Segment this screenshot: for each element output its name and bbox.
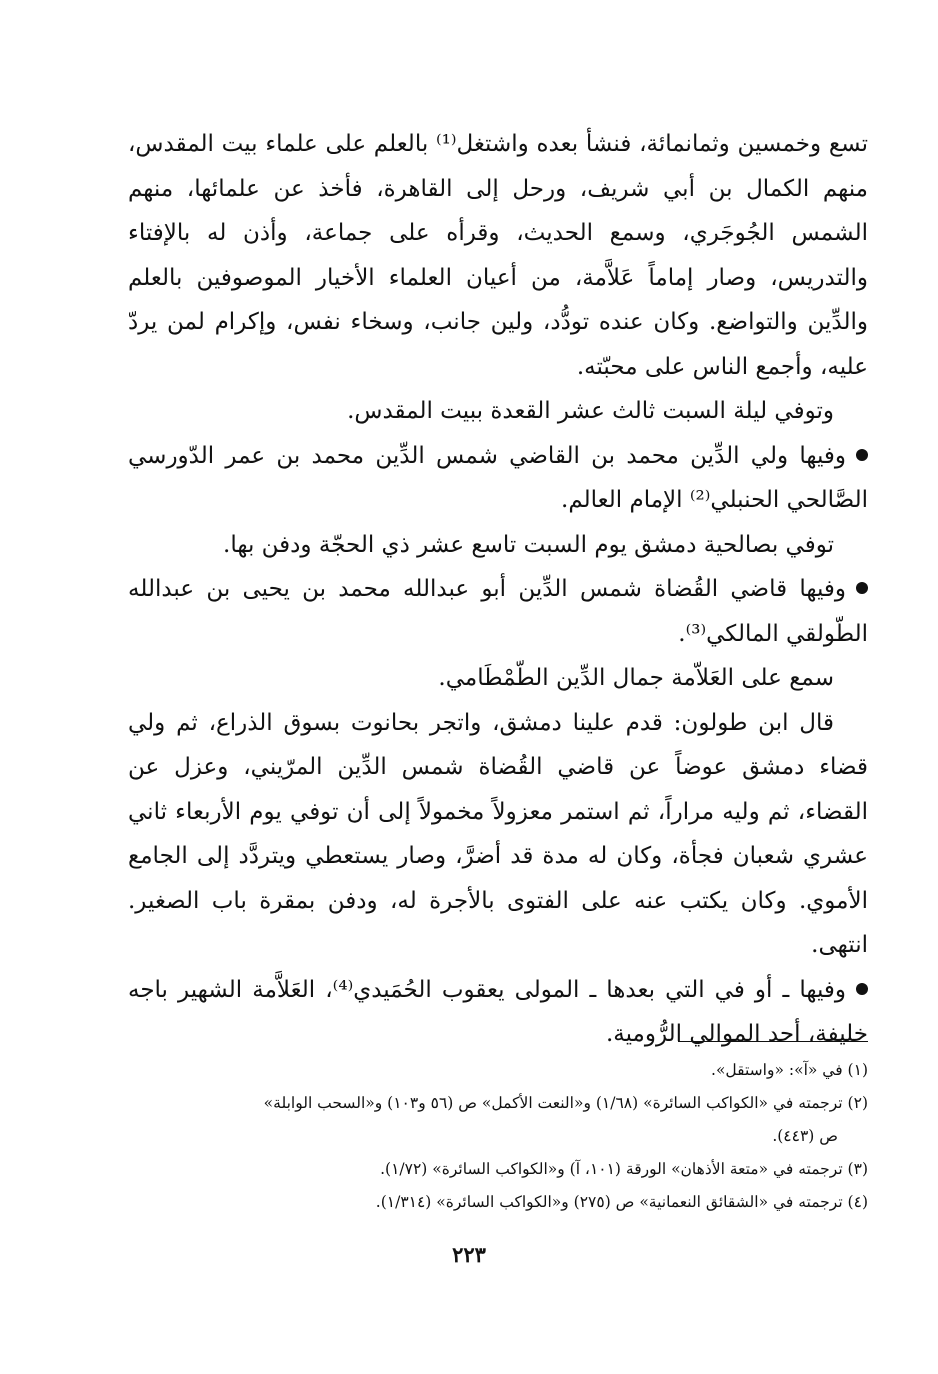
bullet-icon [856,449,868,461]
page-number: ٢٢٣ [452,1242,486,1267]
bullet-icon [856,983,868,995]
paragraph-death-note [128,389,868,434]
paragraph-text: قال ابن طولون: قدم علينا دمشق، واتجر بحانوت بسوق الذراع، ثم ولي قضاء دمشق عوضاً عن قاضي القُضاة شمس الدِّين المرّيني، وعزل عن القضاء، ثم وليه مراراً، ثم استمر معزولاً مخمولاً إلى أن توفي يوم الأربعاء ثاني عشري شعبان فجأة، وكان له مدة قد أضرَّ، وصار يستعطي ويتردَّد إلى الجامع الأموي. وكان يكتب عنه على الفتوى بالأجرة له، ودفن بمقرة باب الصغير. انتهى. [128,709,868,958]
bullet-icon [856,582,868,594]
paragraph-text: وفيها قاضي القُضاة شمس الدِّين أبو عبدالله محمد بن يحيى بن عبدالله الطّولقي المالكي⁽³⁾. [128,576,868,647]
paragraph-ibn-tulun-quote [128,701,868,968]
paragraph-death-note [128,523,868,568]
paragraph-teacher-note [128,656,868,701]
footnote: (٢) ترجمته في «الكواكب السائرة» (١/٦٨) و«النعت الأكمل» ص (٥٦ و١٠٣) و«السحب الوابلة» [263,1094,868,1112]
paragraph-text: وفيها ـ أو في التي بعدها ـ المولى يعقوب الحُمَيدي⁽⁴⁾، العَلاَّمة الشهير باجه خليفة، أحد الموالي الرُّومية. [128,976,868,1047]
entry-qadi-al-qudat [128,567,868,656]
footnote: (٤) ترجمته في «الشقائق النعمانية» ص (٢٧٥) و«الكواكب السائرة» (١/٣١٤). [375,1193,868,1211]
footnote: (٣) ترجمته في «متعة الأذهان» الورقة (١٠١، آ) و«الكواكب السائرة» (١/٧٢). [380,1160,868,1178]
paragraph-text: تسع وخمسين وثمانمائة، فنشأ بعده واشتغل⁽¹⁾ بالعلم على علماء بيت المقدس، منهم الكمال بن أبي شريف، ورحل إلى القاهرة، فأخذ عن علمائها، منهم الشمس الجُوجَري، وسمع الحديث، وقرأه على جماعة، وأذن له بالإفتاء والتدريس، وصار إماماً عَلاَّمة، من أعيان العلماء الأخيار الموصوفين بالعلم والدِّين والتواضع. وكان عنده تودُّد، ولين جانب، وسخاء نفس، وإكرام لمن يردّ عليه، وأجمع الناس على محبّته. [128,131,869,380]
footnote: (١) في «آ»: «واستقل». [711,1061,868,1079]
paragraph-text: سمع على العَلاّمة جمال الدِّين الطّمْطَامي. [438,665,834,691]
paragraph-biography-continuation [128,122,868,389]
footnote-divider [678,1041,868,1042]
footnotes [128,1054,868,1219]
paragraph-text: وتوفي ليلة السبت ثالث عشر القعدة ببيت المقدس. [347,398,834,424]
footnote-continuation: ص (٤٤٣). [772,1127,838,1145]
main-text [128,122,868,1057]
entry-yaqub-al-humaydi [128,968,868,1057]
entry-wali-al-din [128,434,868,523]
paragraph-text: وفيها ولي الدِّين محمد بن القاضي شمس الدِّين محمد بن عمر الدّورسي الصَّالحي الحنبلي⁽²⁾ الإمام العالم. [128,442,868,513]
paragraph-text: توفي بصالحية دمشق يوم السبت تاسع عشر ذي الحجّة ودفن بها. [223,531,834,558]
